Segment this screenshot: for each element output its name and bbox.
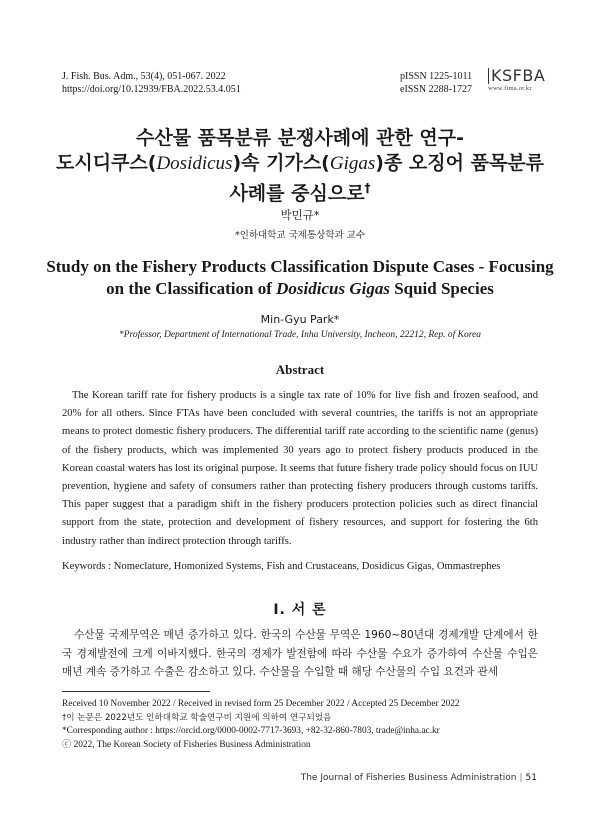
abstract-body: The Korean tariff rate for fishery products is a single tax rate of 10% for live fish and frozen seafood, and 20% for all others. Since FTAs have been concluded with several countries, the tariffs is not an appropriate means to protect domestic fishery producers. The differential tariff rate according to the scientific name (genus) of the fishery products, which was implemented 30 years ago to protect fishery products produced in the Korean coastal waters has lost its original purpose. It seems that future fishery trade policy should focus on IUU prevention, hygiene and safety of consumers rather than protecting fishery producers through customs tariffs. This paper suggest that a paradigm shift in the fishery producers protection policies such as direct financial support from the state, protection and development of fishery resources, and support for fostering the 6th industry rather than indirect protection through tariffs. [62, 390, 538, 547]
footer-journal-name: The Journal of Fisheries Business Administration [300, 773, 517, 783]
korean-title-part: 도시디쿠스( [55, 152, 157, 174]
korean-title-species: Gigas [329, 153, 376, 174]
abstract-heading: Abstract [275, 362, 325, 377]
received-dates: Received 10 November 2022 / Received in revised form 25 December 2022 / Accepted 25 December 2022 [62, 699, 460, 709]
footnote-divider [62, 691, 210, 692]
section-heading: I. 서 론 [273, 602, 327, 618]
korean-title-line1: 수산물 품목분류 분쟁사례에 관한 연구- [135, 127, 464, 149]
korean-title-line2 [40, 151, 560, 176]
corresponding-author: *Corresponding author : https://orcid.org/0000-0002-7717-3693, +82-32-860-7803, trade@inha.ac.kr [62, 726, 440, 737]
journal-citation [62, 70, 241, 96]
funding-note: †이 논문은 2022년도 인하대학교 학술연구비 지원에 의하여 연구되었음 [62, 712, 332, 723]
copyright: ⓒ 2022, The Korean Society of Fisheries Business Administration [62, 739, 311, 750]
korean-title-part: )종 오징어 품목분류 [375, 152, 545, 174]
footnotes [62, 698, 538, 752]
doi-link[interactable]: https://doi.org/10.12939/FBA.2022.53.4.051 [62, 84, 241, 95]
korean-author: 박민규* [280, 208, 320, 222]
korean-affiliation: *인하대학교 국제통상학과 교수 [234, 230, 366, 241]
english-title-line1: Study on the Fishery Products Classification Dispute Cases - Focusing [46, 257, 554, 276]
english-title [40, 256, 560, 300]
english-title-part: on the Classification of [106, 279, 277, 298]
page-footer [301, 773, 537, 783]
korean-title-part: )속 기가스( [232, 152, 330, 174]
introduction-body: 수산물 국제무역은 매년 증가하고 있다. 한국의 수산물 무역은 1960~80년대 경제개발 단계에서 한국 경제발전에 크게 이바지했다. 한국의 경제가 발전함에 따라 수산물 수요가 증가하여 수산물 수입은 매년 계속 증가하고 수출은 감소하고 있다. 수산물을 수입할 때 해당 수산물의 수입 요건과 관세 [62, 629, 538, 678]
korean-title-part: 사례를 중심으로 [229, 182, 365, 205]
english-author: Min-Gyu Park* [260, 313, 340, 326]
ksfba-logo [488, 68, 548, 92]
english-affiliation: *Professor, Department of International Trade, Inha University, Incheon, 22212, Rep. of Korea [118, 330, 482, 340]
pissn: pISSN 1225-1011 [400, 71, 473, 82]
keywords: Keywords : Nomeclature, Homonized Systems, Fish and Crustaceans, Dosidicus Gigas, Ommastrephes [62, 561, 501, 572]
english-title-part: Squid Species [389, 279, 494, 298]
english-title-species: Dosidicus Gigas [276, 279, 390, 298]
eissn: eISSN 2288-1727 [400, 84, 472, 95]
page-number: 51 [525, 773, 537, 783]
footer-separator: | [519, 773, 523, 783]
logo-text: KSFBA [488, 68, 548, 84]
funding-mark: † [364, 181, 371, 195]
english-title-line2 [40, 278, 560, 300]
korean-title-genus: Dosidicus [156, 153, 233, 174]
logo-url: www.fima.or.kr [488, 85, 532, 92]
issn-block [400, 70, 472, 96]
korean-title [40, 126, 560, 206]
korean-title-line3 [40, 176, 560, 206]
journal-line: J. Fish. Bus. Adm., 53(4), 051-067. 2022 [62, 71, 226, 82]
